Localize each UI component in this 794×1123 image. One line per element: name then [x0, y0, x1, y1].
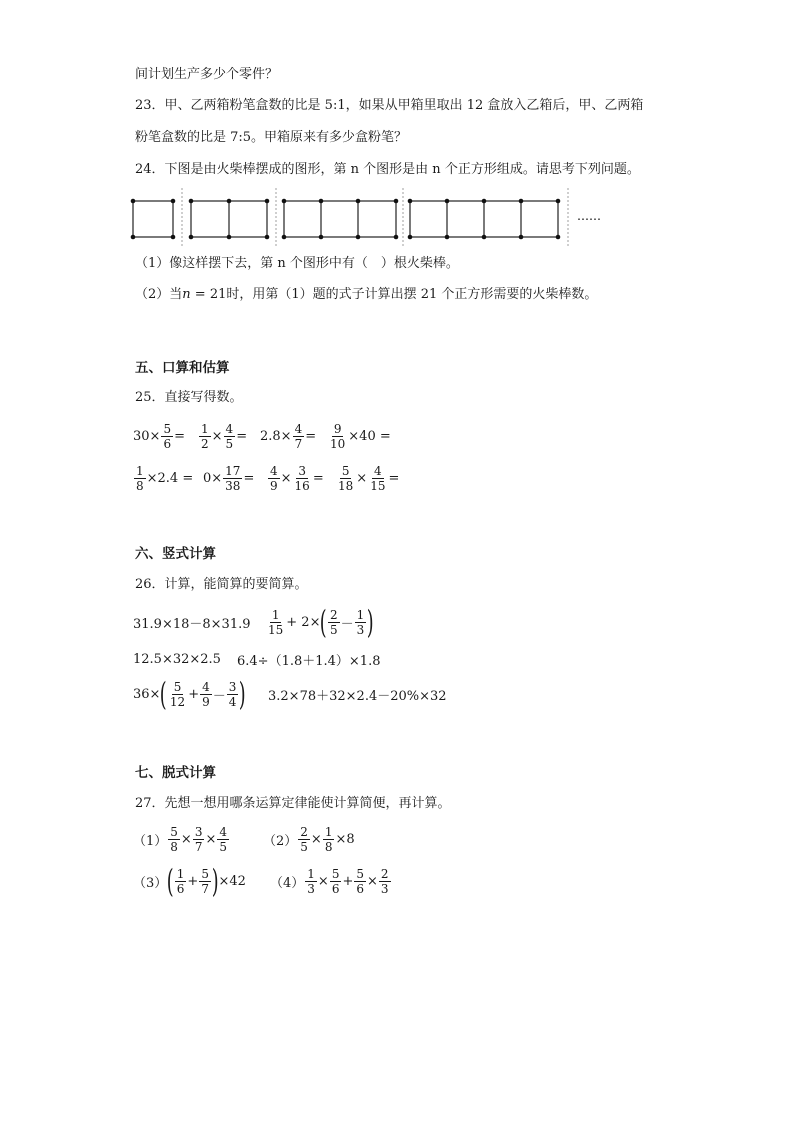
oral-expr-2: $\frac{1}{2}$ × $\frac{4}{5}$ = — [201, 421, 248, 451]
calc-expr-1: 31.9×18－8×31.9 — [133, 616, 251, 632]
q25-text: 25．直接写得数。 — [135, 390, 243, 405]
oral-expr-4: $\frac{9}{10}$ ×40 = — [330, 421, 391, 451]
q23-line1: 23．甲、乙两箱粉笔盒数的比是 5:1，如果从甲箱里取出 12 盒放入乙箱后，甲、乙两箱 — [135, 98, 644, 113]
oral-expr-5: $\frac{1}{8}$ ×2.4 = — [136, 463, 194, 493]
oral-expr-8: $\frac{5}{18}$ × $\frac{4}{15}$ = — [338, 463, 400, 493]
calc-expr-3: 12.5×32×2.5 — [133, 651, 221, 667]
q22-continuation: 间计划生产多少个零件？ — [135, 67, 279, 82]
q26-text: 26．计算，能简算的要简算。 — [135, 577, 308, 592]
q24-part1: （1）像这样摆下去，第 n 个图形中有（ ）根火柴棒。 — [135, 256, 459, 271]
oral-expr-3: 2.8× $\frac{4}{7}$ = — [260, 421, 317, 451]
calc-expr-2: $\frac{1}{15}$ + 2× ( $\frac{2}{5}$ － $\frac{1}{3}$ ) — [268, 603, 374, 641]
oral-expr-1: 30× $\frac{5}{6}$ = — [133, 421, 185, 451]
q23-line2: 粉笔盒数的比是 7:5。甲箱原来有多少盒粉笔？ — [135, 130, 408, 145]
calc-expr-5: 36× ( $\frac{5}{12}$ + $\frac{4}{9}$ － $\frac{3}{4}$ ) — [133, 675, 247, 713]
figure-ellipsis: …… — [577, 209, 601, 223]
step-expr-2: （2） $\frac{2}{5}$ × $\frac{1}{8}$ ×8 — [263, 824, 355, 854]
calc-expr-6: 3.2×78＋32×2.4－20%×32 — [268, 688, 447, 704]
oral-expr-7: $\frac{4}{9}$ × $\frac{3}{16}$ = — [270, 463, 324, 493]
q27-text: 27．先想一想用哪条运算定律能使计算简便，再计算。 — [135, 796, 451, 811]
calc-expr-4: 6.4÷（1.8＋1.4）×1.8 — [237, 653, 381, 669]
section5-title: 五、口算和估算 — [135, 360, 230, 376]
q24-part2: （2）当n = 21时，用第（1）题的式子计算出摆 21 个正方形需要的火柴棒数。 — [135, 287, 598, 302]
step-expr-1: （1） $\frac{5}{8}$ × $\frac{3}{7}$ × $\frac{4}{5}$ — [133, 824, 228, 854]
matchstick-figure — [125, 186, 625, 246]
step-expr-4: （4） $\frac{1}{3}$ × $\frac{5}{6}$ + $\frac{5}{6}$ × $\frac{2}{3}$ — [270, 866, 389, 896]
section7-title: 七、脱式计算 — [135, 765, 216, 781]
step-expr-3: （3） ( $\frac{1}{6}$ + $\frac{5}{7}$ ) ×42 — [133, 862, 246, 900]
q24-text: 24．下图是由火柴棒摆成的图形，第 n 个图形是由 n 个正方形组成。请思考下列问题。 — [135, 162, 640, 177]
oral-expr-6: 0× $\frac{17}{38}$ = — [203, 463, 255, 493]
section6-title: 六、竖式计算 — [135, 546, 216, 562]
